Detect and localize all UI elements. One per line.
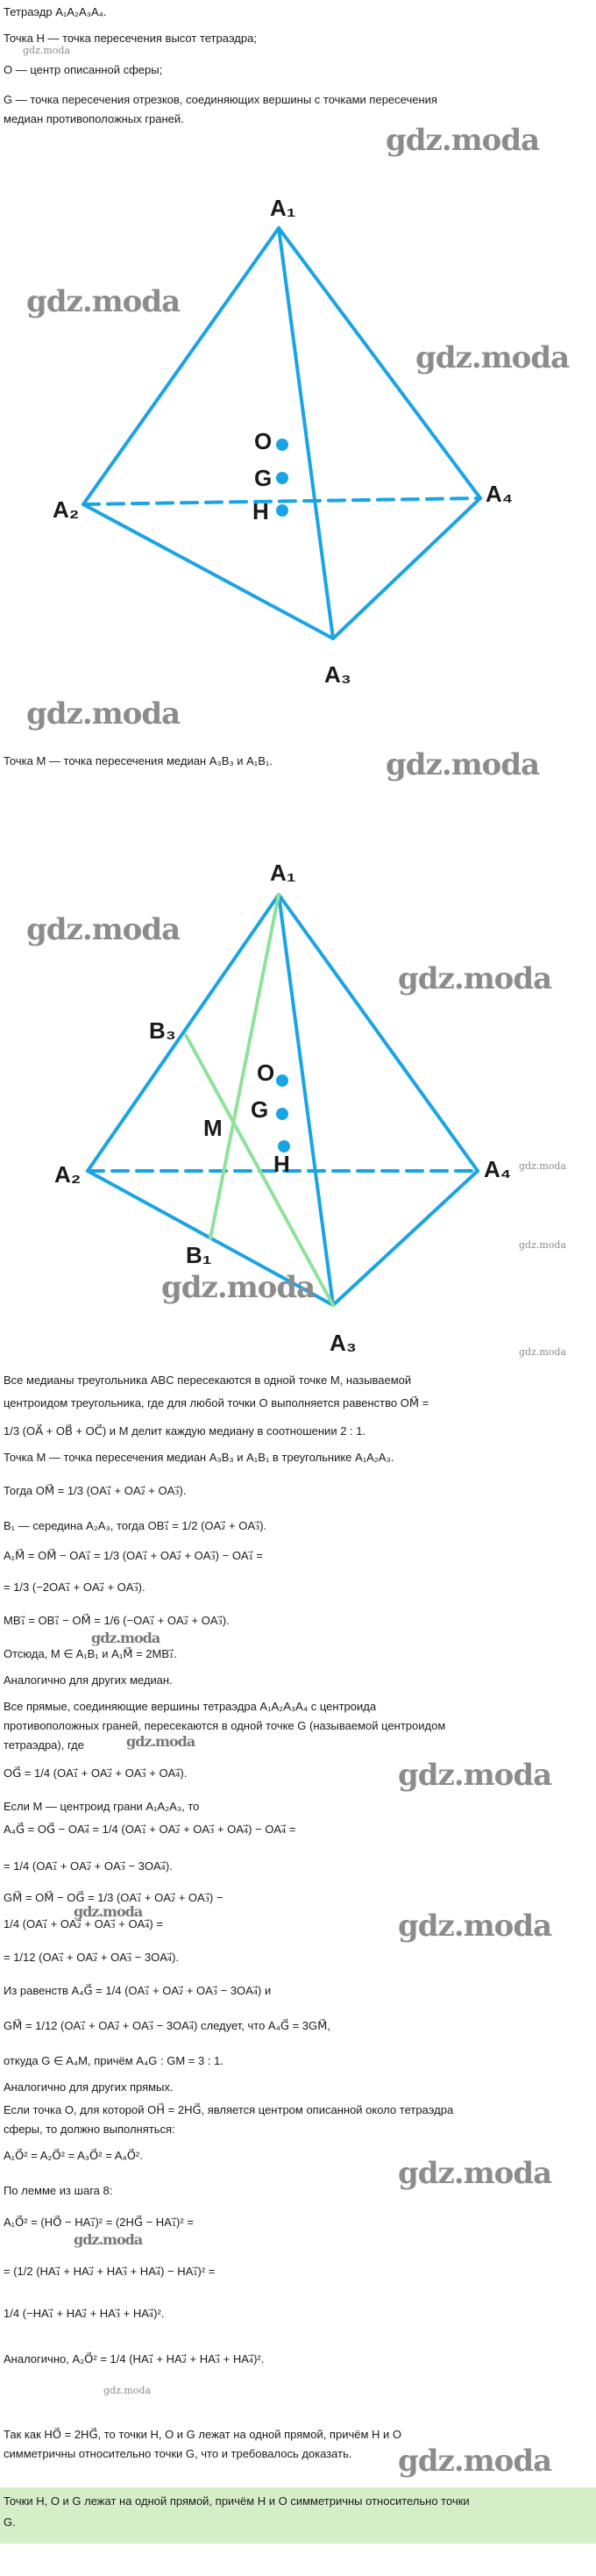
point-label: M xyxy=(203,1115,223,1141)
body-line: 1/4 (OA₁⃗ + OA₂⃗ + OA₃⃗ + OA₄⃗) = xyxy=(4,1917,163,1930)
body-line: A₁M⃗ = OM⃗ − OA₁⃗ = 1/3 (OA₁⃗ + OA₂⃗ + OA₃⃗) − OA₁⃗ = xyxy=(4,1549,264,1562)
watermark-text: gdz.moda xyxy=(398,961,552,996)
watermark-text: gdz.moda xyxy=(26,696,181,731)
point-label: B₁ xyxy=(186,1242,212,1268)
watermark-text: gdz.moda xyxy=(23,45,71,56)
watermark-text: gdz.moda xyxy=(126,1733,195,1750)
watermark-text: gdz.moda xyxy=(161,1270,316,1305)
body-line: GM⃗ = 1/12 (OA₁⃗ + OA₂⃗ + OA₃⃗ − 3OA₄⃗) следует, что A₄G⃗ = 3GM⃗, xyxy=(4,2019,330,2032)
intro-line: Точка H — точка пересечения высот тетраэдра; xyxy=(4,32,257,45)
tetrahedron-figure-2 xyxy=(0,789,596,1421)
conclusion-box xyxy=(0,2487,596,2544)
body-line: 1/4 (−HA₁⃗ + HA₂⃗ + HA₃⃗ + HA₄⃗)². xyxy=(4,2307,165,2320)
body-line: Все прямые, соединяющие вершины тетраэдра A₁A₂A₃A₄ с центроида xyxy=(4,1700,377,1713)
body-line: Все медианы треугольника ABC пересекаются в одной точке M, называемой xyxy=(4,1374,412,1387)
body-line: Из равенств A₄G⃗ = 1/4 (OA₁⃗ + OA₂⃗ + OA₃⃗ − 3OA₄⃗) и xyxy=(4,1984,272,1997)
body-line: = (1/2 (HA₁⃗ + HA₂⃗ + HA₃⃗ + HA₄⃗) − HA₁⃗)² = xyxy=(4,2265,216,2278)
body-line: Так как HO⃗ = 2HG⃗, то точки H, O и G лежат на одной прямой, причём H и O xyxy=(4,2428,402,2441)
watermark-text: gdz.moda xyxy=(74,2231,143,2248)
vertex-label: A₄ xyxy=(486,481,514,507)
intro-line: O — центр описанной сферы; xyxy=(4,63,163,76)
body-line: противоположных граней, пересекаются в одной точке G (называемой центроидом xyxy=(4,1719,446,1732)
watermark-text: gdz.moda xyxy=(519,1346,567,1358)
vertex-label: A₃ xyxy=(324,661,351,688)
body-line: = 1/4 (OA₁⃗ + OA₂⃗ + OA₃⃗ − 3OA₄⃗). xyxy=(4,1859,173,1873)
watermark-text: gdz.moda xyxy=(26,284,181,319)
body-line: Точка M — точка пересечения медиан A₃B₃ и A₁B₁ в треугольнике A₁A₂A₃. xyxy=(4,1451,394,1464)
point-label: O xyxy=(254,428,273,454)
conclusion-line: Точки H, O и G лежат на одной прямой, причём H и O симметричны относительно точки xyxy=(4,2494,470,2508)
body-line: тетраэдра), где xyxy=(4,1738,84,1752)
tetrahedron-figure-1 xyxy=(0,123,596,754)
body-line: OG⃗ = 1/4 (OA₁⃗ + OA₂⃗ + OA₃⃗ + OA₄⃗). xyxy=(4,1766,188,1780)
watermark-text: gdz.moda xyxy=(26,912,181,947)
vertex-label: A₂ xyxy=(54,1161,82,1188)
watermark-text: gdz.moda xyxy=(398,1758,552,1793)
intro-line: медиан противоположных граней. xyxy=(4,112,184,125)
body-line: MB₁⃗ = OB₁⃗ − OM⃗ = 1/6 (−OA₁⃗ + OA₂⃗ + OA₃⃗). xyxy=(4,1614,230,1627)
point-label: H xyxy=(252,498,269,524)
body-line: Если точка O, для которой OH⃗ = 2HG⃗, является центром описанной около тетраэдра xyxy=(4,2103,454,2116)
watermark-text: gdz.moda xyxy=(398,2444,552,2479)
body-line: Аналогично для других прямых. xyxy=(4,2080,174,2094)
body-line: A₁O⃗² = (HO⃗ − HA₁⃗)² = (2HG⃗ − HA₁⃗)² = xyxy=(4,2216,194,2229)
vertex-label: A₁ xyxy=(270,195,296,221)
body-line: A₁O⃗² = A₂O⃗² = A₃O⃗² = A₄O⃗². xyxy=(4,2149,143,2162)
intro-line: G — точка пересечения отрезков, соединяющих вершины с точками пересечения xyxy=(4,93,437,106)
body-line: Отсюда, M ∈ A₁B₁ и A₁M⃗ = 2MB₁⃗. xyxy=(4,1647,177,1660)
body-line: Если M — центроид грани A₁A₂A₃, то xyxy=(4,1800,200,1813)
vertex-label: A₂ xyxy=(53,496,80,523)
body-line: откуда G ∈ A₄M, причём A₄G : GM = 3 : 1. xyxy=(4,2054,224,2067)
point-label: B₃ xyxy=(149,1017,176,1044)
body-line: 1/3 (OA⃗ + OB⃗ + OC⃗) и M делит каждую медиану в соотношении 2 : 1. xyxy=(4,1424,366,1438)
body-line: GM⃗ = OM⃗ − OG⃗ = 1/3 (OA₁⃗ + OA₂⃗ + OA₃⃗) − xyxy=(4,1891,224,1904)
watermark-text: gdz.moda xyxy=(519,1160,567,1172)
point-label: O xyxy=(257,1060,275,1086)
conclusion-line: G. xyxy=(4,2515,16,2529)
body-line: = 1/12 (OA₁⃗ + OA₂⃗ + OA₃⃗ − 3OA₄⃗). xyxy=(4,1951,180,1964)
watermark-text: gdz.moda xyxy=(91,1630,160,1646)
watermark-text: gdz.moda xyxy=(519,1239,567,1251)
body-line: Тогда OM⃗ = 1/3 (OA₁⃗ + OA₂⃗ + OA₃⃗). xyxy=(4,1484,187,1497)
point-label: G xyxy=(254,465,273,491)
body-line: симметричны относительно точки G, что и требовалось доказать. xyxy=(4,2447,352,2460)
body-line: Аналогично для других медиан. xyxy=(4,1673,173,1687)
point-label: G xyxy=(251,1096,269,1123)
body-line: B₁ — середина A₂A₃, тогда OB₁⃗ = 1/2 (OA₂⃗ + OA₃⃗). xyxy=(4,1519,267,1532)
figure-caption: Точка M — точка пересечения медиан A₃B₃ и A₁B₁. xyxy=(4,754,273,767)
watermark-text: gdz.moda xyxy=(386,747,540,782)
body-line: сферы, то должно выполняться: xyxy=(4,2123,175,2136)
watermark-text: gdz.moda xyxy=(103,2385,152,2396)
watermark-text: gdz.moda xyxy=(386,123,540,158)
watermark-text: gdz.moda xyxy=(398,2156,552,2191)
vertex-label: A₁ xyxy=(270,860,296,886)
body-line: центроидом треугольника, где для любой точки O выполняется равенство OM⃗ = xyxy=(4,1396,429,1409)
body-line: Аналогично, A₂O⃗² = 1/4 (HA₁⃗ + HA₂⃗ + HA₃⃗ + HA₄⃗)². xyxy=(4,2352,265,2365)
vertex-label: A₃ xyxy=(330,1330,357,1356)
point-label: H xyxy=(273,1151,290,1177)
watermark-text: gdz.moda xyxy=(398,1909,552,1944)
watermark-text: gdz.moda xyxy=(74,1903,143,1920)
body-line: A₄G⃗ = OG⃗ − OA₄⃗ = 1/4 (OA₁⃗ + OA₂⃗ + OA₃⃗ + OA₄⃗) − OA₄⃗ = xyxy=(4,1823,296,1836)
body-line: = 1/3 (−2OA₁⃗ + OA₂⃗ + OA₃⃗). xyxy=(4,1581,145,1594)
body-line: По лемме из шага 8: xyxy=(4,2184,113,2197)
watermark-text: gdz.moda xyxy=(415,340,570,375)
vertex-label: A₄ xyxy=(484,1156,512,1182)
intro-line: Тетраэдр A₁A₂A₃A₄. xyxy=(4,5,107,18)
